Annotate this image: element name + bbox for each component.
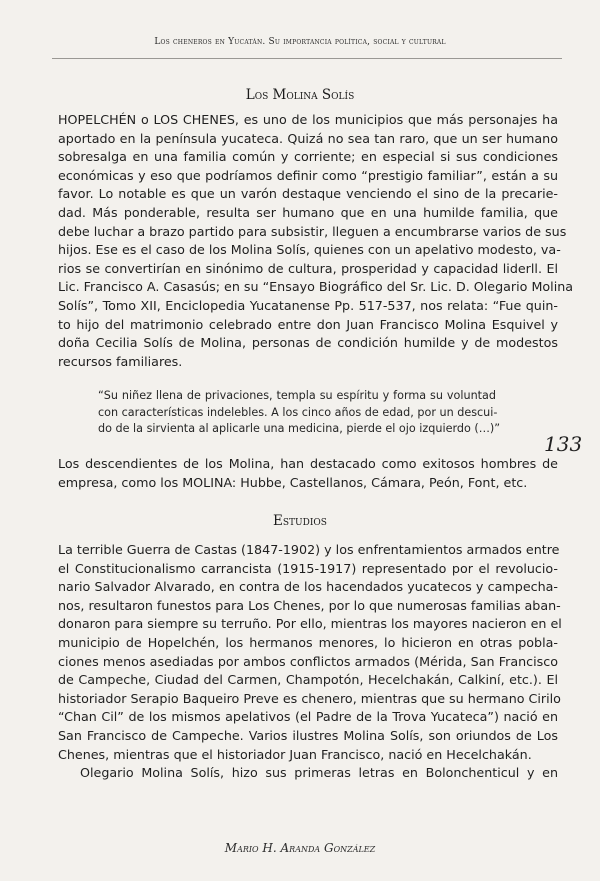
text-line: hijos. Ese es el caso de los Molina Solís, quienes con un apelativo modesto, va-	[58, 242, 561, 258]
text-line: to hijo del matrimonio celebrado entre don Juan Francisco Molina Esquivel y	[58, 316, 558, 332]
text-line: “Chan Cil” de los mismos apelativos (el Padre de la Trova Yucateca”) nació en	[58, 709, 558, 725]
text-line: Olegario Molina Solís, hizo sus primeras letras en Bolonchenticul y en	[80, 765, 558, 781]
text-line: rios se convertirían en sinónimo de cultura, prosperidad y capacidad liderll. El	[58, 260, 558, 276]
section-title-estudios: Estudios	[273, 513, 327, 529]
text-line: de Campeche, Ciudad del Carmen, Champotón, Hecelchakán, Calkiní, etc.). El	[58, 672, 558, 688]
text-line: historiador Serapio Baqueiro Preve es chenero, mientras que su hermano Cirilo	[58, 690, 561, 706]
text-line: donaron para siempre su terruño. Por ello, mientras los mayores nacieron en el	[58, 616, 562, 632]
text-line: ciones menos asediadas por ambos conflictos armados (Mérida, San Francisco	[58, 653, 558, 669]
text-line: Lic. Francisco A. Casasús; en su “Ensayo Biográfico del Sr. Lic. D. Olegario Molina	[58, 279, 574, 295]
text-line: nario Salvador Alvarado, en contra de los hacendados yucatecos y campecha-	[58, 579, 558, 595]
quote-line: “Su niñez llena de privaciones, templa su espíritu y forma su voluntad	[98, 389, 496, 402]
text-line: nos, resultaron funestos para Los Chenes, por lo que numerosas familias aban-	[58, 597, 561, 613]
text-line: debe luchar a brazo partido para subsistir, lleguen a encumbrarse varios de sus	[58, 223, 567, 239]
header-rule	[52, 58, 562, 59]
footer-author: Mario H. Aranda González	[224, 841, 376, 855]
text-line: favor. Lo notable es que un varón destaque venciendo el sino de la precarie-	[58, 186, 558, 202]
text-line: recursos familiares.	[58, 353, 183, 369]
block-quote	[98, 388, 501, 438]
text-line: San Francisco de Campeche. Varios ilustres Molina Solís, son oriundos de Los	[58, 727, 558, 743]
paragraph-intro	[58, 111, 574, 371]
text-line: dad. Más ponderable, resulta ser humano que en una humilde familia, que	[58, 204, 558, 220]
text-line: Los descendientes de los Molina, han destacado como exitosos hombres de	[58, 456, 558, 471]
section-title-molina-solis: Los Molina Solís	[245, 87, 355, 103]
text-line: HOPELCHÉN o LOS CHENES, es uno de los municipios que más personajes ha	[58, 112, 558, 127]
quote-line: con características indelebles. A los cinco años de edad, por un descui-	[98, 405, 498, 419]
text-line: sobresalga en una familia común y corriente; en especial si sus condiciones	[58, 149, 558, 165]
text-line: el Constitucionalismo carrancista (1915-1917) representado por el revolucio-	[58, 560, 558, 576]
text-line: La terrible Guerra de Castas (1847-1902) y los enfrentamientos armados entre	[58, 542, 560, 557]
text-line: aportado en la península yucateca. Quizá no sea tan raro, que un ser humano	[58, 130, 558, 146]
page-number: 133	[544, 432, 583, 456]
paragraph-descendants	[58, 455, 558, 492]
text-line: doña Cecilia Solís de Molina, personas de condición humilde y de modestos	[58, 335, 558, 351]
text-line: municipio de Hopelchén, los hermanos menores, lo hicieron en otras pobla-	[58, 634, 558, 650]
running-head: Los cheneros en Yucatán. Su importancia política, social y cultural	[154, 37, 446, 47]
text-line: Chenes, mientras que el historiador Juan Francisco, nació en Hecelchakán.	[58, 746, 532, 762]
text-line: económicas y eso que podríamos definir como “prestigio familiar”, están a su	[58, 167, 558, 183]
text-line: empresa, como los MOLINA: Hubbe, Castellanos, Cámara, Peón, Font, etc.	[58, 474, 528, 490]
quote-line: do de la sirvienta al aplicarle una medicina, pierde el ojo izquierdo (…)”	[98, 422, 501, 436]
text-line: Solís”, Tomo XII, Enciclopedia Yucatanense Pp. 517-537, nos relata: “Fue quin-	[58, 297, 558, 313]
paragraph-estudios	[58, 541, 562, 783]
